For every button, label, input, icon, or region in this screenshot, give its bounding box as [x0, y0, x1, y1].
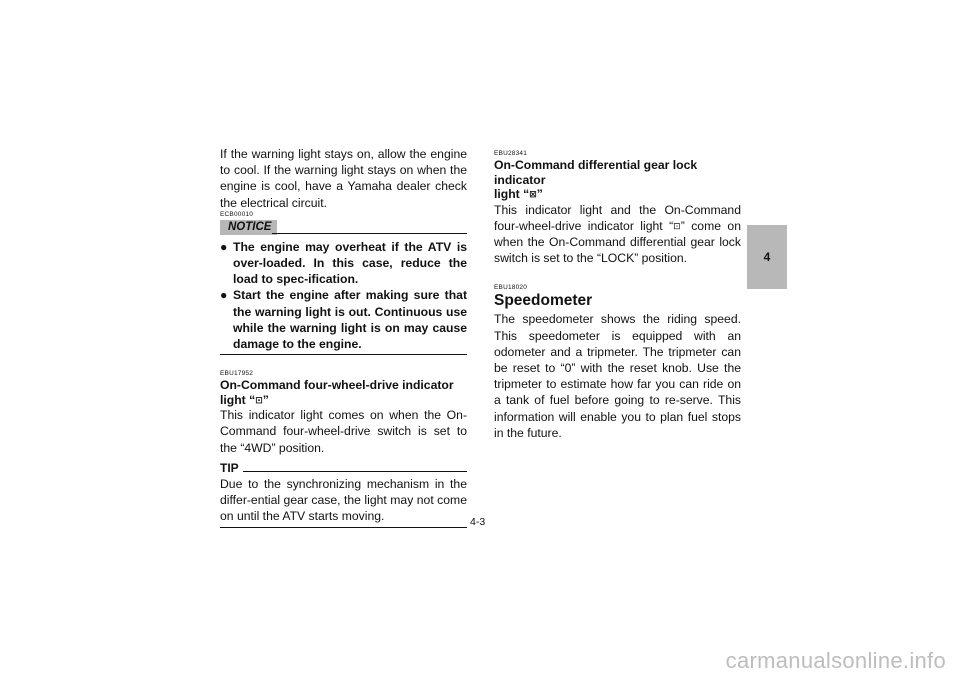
watermark: carmanualsonline.info: [725, 648, 946, 673]
notice-list: [220, 239, 467, 352]
diff-lock-icon: ⊠: [529, 189, 537, 199]
diff-lock-body: This indicator light and the On-Command four-wheel-drive indicator light “⊡” come on when the On-Command differential gear lock switch is set to the “LOCK” position.: [494, 202, 741, 266]
4wd-indicator-icon: ⊡: [673, 220, 681, 231]
section-code: EBU17952: [220, 370, 254, 378]
tip-text: Due to the synchronizing mechanism in the differ-ential gear case, the light may not come on until the ATV starts moving.: [220, 476, 467, 524]
bullet-dot-icon: ●: [220, 288, 228, 303]
heading-4wd: On-Command four-wheel-drive indicator light “⊡”: [220, 378, 454, 407]
heading-speedometer: Speedometer: [494, 292, 593, 310]
intro-paragraph: If the warning light stays on, allow the engine to cool. If the warning light stays on when the engine is cool, have a Yamaha dealer check the electrical circuit.: [220, 147, 467, 210]
notice-item: ● The engine may overheat if the ATV is over-loaded. In this case, reduce the load to spec-ification.: [220, 239, 467, 287]
tip-header: [220, 460, 467, 474]
heading-diff-lock: On-Command differential gear lock indicator light “⊠”: [494, 158, 698, 201]
notice-badge: NOTICE: [220, 220, 277, 235]
notice-code: ECB00010: [220, 210, 254, 218]
bullet-dot-icon: ●: [220, 239, 228, 254]
page-number: 4-3: [470, 516, 486, 528]
right-column: [494, 150, 741, 441]
section2-code: EBU18020: [494, 284, 528, 292]
4wd-body: This indicator light comes on when the On-Command four-wheel-drive switch is set to the “4WD” position.: [220, 408, 467, 455]
section1-code: EBU28341: [494, 150, 528, 157]
chapter-tab: 4: [747, 225, 787, 289]
left-column: [220, 146, 467, 528]
notice-rule: [272, 233, 467, 234]
speedometer-body: The speedometer shows the riding speed. This speedometer is equipped with an odometer and a tripmeter. The tripmeter can be reset to “0” with the reset knob. Use the tripmeter to estimate how far you can ride on a tank of fuel before going to re-serve. This information will enable you to plan fuel stops in the future.: [494, 312, 741, 440]
notice-item: ● Start the engine after making sure that the warning light is out. Continuous use while the warning light is on may cause damage to the engine.: [220, 288, 467, 352]
tip-end-rule: [220, 527, 467, 528]
notice-header: [220, 220, 467, 236]
tip-label: TIP: [220, 460, 239, 475]
tip-rule: [243, 471, 467, 472]
4wd-indicator-icon: ⊡: [255, 394, 263, 405]
